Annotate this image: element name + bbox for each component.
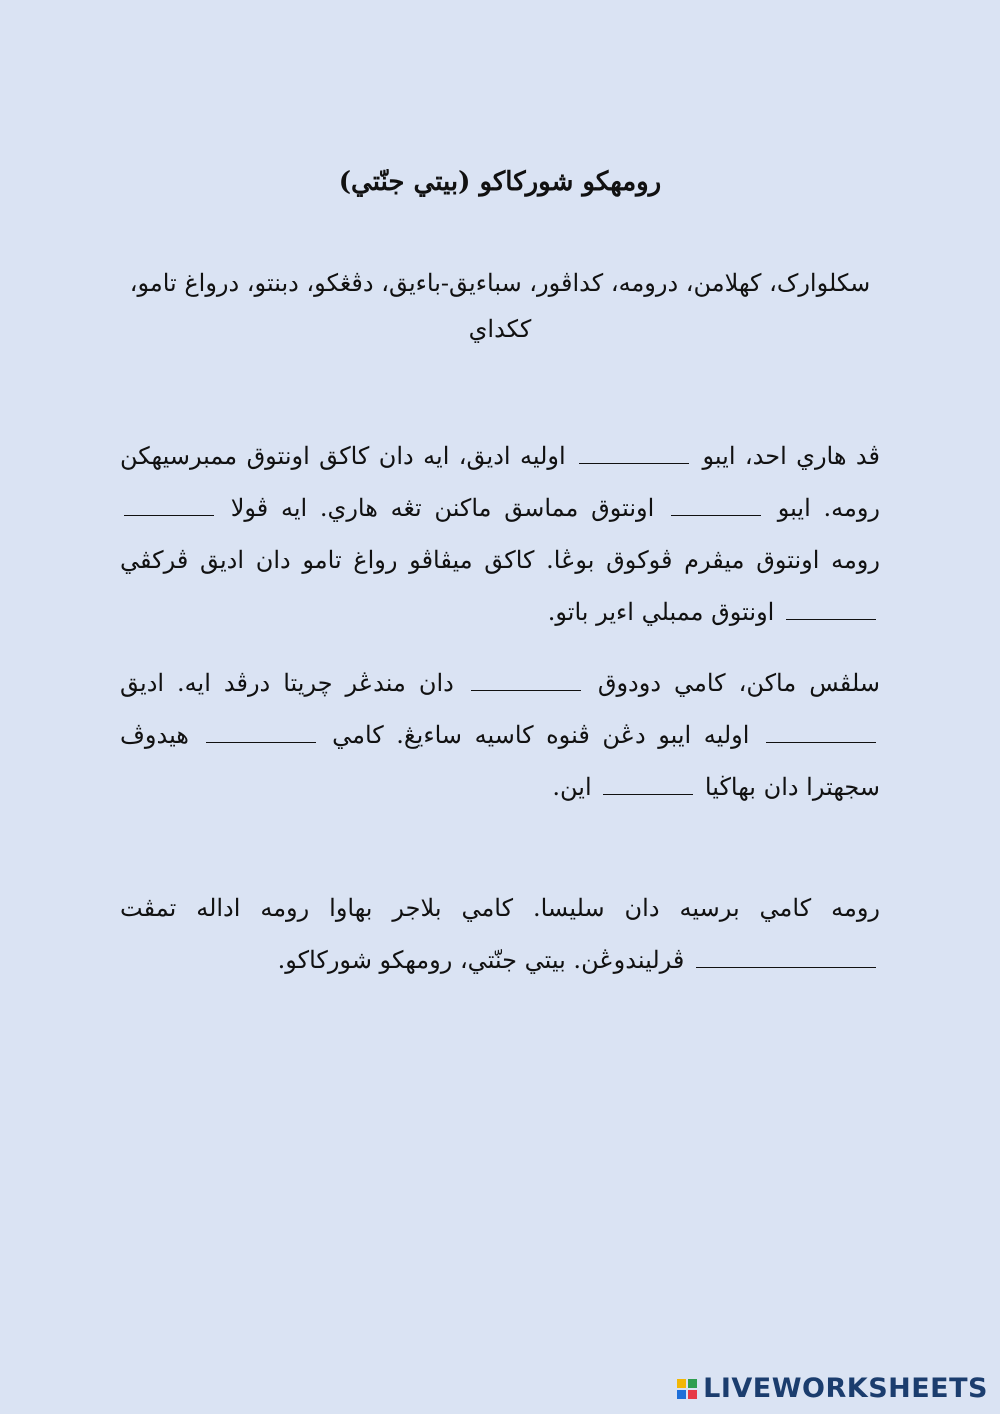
blank-input[interactable] bbox=[124, 487, 214, 516]
paragraph-text: رومه كامي برسيه دان سليسا. كامي بلاجر بهاوا رومه اداله تمڤت bbox=[120, 894, 880, 922]
paragraph-text: ڤرليندوڠن. بيتي جنّتي، رومهكو شوركاكو. bbox=[277, 946, 685, 974]
paragraph-text: اوليه ايبو دڠن ڤنوه كاسيه ساءيڠ. كامي bbox=[332, 721, 750, 749]
blank-input[interactable] bbox=[579, 435, 689, 464]
paragraph-text: اوليه اديق، ايه دان كاكق اونتوق ممبرسيهكن رومه. ايبو bbox=[120, 442, 880, 522]
blank-input[interactable] bbox=[696, 939, 876, 968]
logo-square bbox=[677, 1390, 686, 1399]
blank-input[interactable] bbox=[671, 487, 761, 516]
blank-input[interactable] bbox=[603, 766, 693, 795]
logo-square bbox=[688, 1390, 697, 1399]
logo-square bbox=[688, 1379, 697, 1388]
word-bank: سكلوارک، كهلامن، درومه، كداڤور، سباءيق-باءيق، دڤڠكو، دبنتو، درواغ تامو، ككداي bbox=[129, 269, 871, 343]
paragraph-3 bbox=[120, 882, 880, 986]
paragraph-text: اونتوق مماسق ماكنن تڠه هاري. ايه ڤولا bbox=[230, 494, 655, 522]
paragraph-text: هيدوڤ سجهترا دان بهاڬيا bbox=[120, 721, 880, 801]
paragraph-text: سلڤس ماكن، كامي دودوق bbox=[597, 669, 881, 697]
paragraph-text: ڤد هاري احد، ايبو bbox=[702, 442, 880, 470]
paragraph-2 bbox=[120, 657, 880, 813]
liveworksheets-logo bbox=[677, 1373, 988, 1404]
blank-input[interactable] bbox=[766, 714, 876, 743]
logo-text: LIVEWORKSHEETS bbox=[703, 1373, 988, 1404]
paragraph-text: دان مندڠر چريتا درڤد ايه. اديق bbox=[120, 669, 454, 697]
paragraph-1 bbox=[120, 430, 880, 638]
paragraph-text: اونتوق ممبلي اءير باتو. bbox=[547, 598, 775, 626]
blank-input[interactable] bbox=[786, 591, 876, 620]
paragraph-text: اين. bbox=[552, 773, 592, 801]
blank-input[interactable] bbox=[206, 714, 316, 743]
liveworksheets-logo-icon bbox=[677, 1379, 697, 1399]
paragraph-text: رومه اونتوق ميڤرم ڤوكوق بوڠا. كاكق ميڤاڤو رواغ تامو دان اديق ڤركڤي bbox=[120, 546, 880, 574]
logo-square bbox=[677, 1379, 686, 1388]
worksheet-title: رومهكو شوركاكو (بيتي جنّتي) bbox=[338, 167, 662, 197]
blank-input[interactable] bbox=[471, 662, 581, 691]
